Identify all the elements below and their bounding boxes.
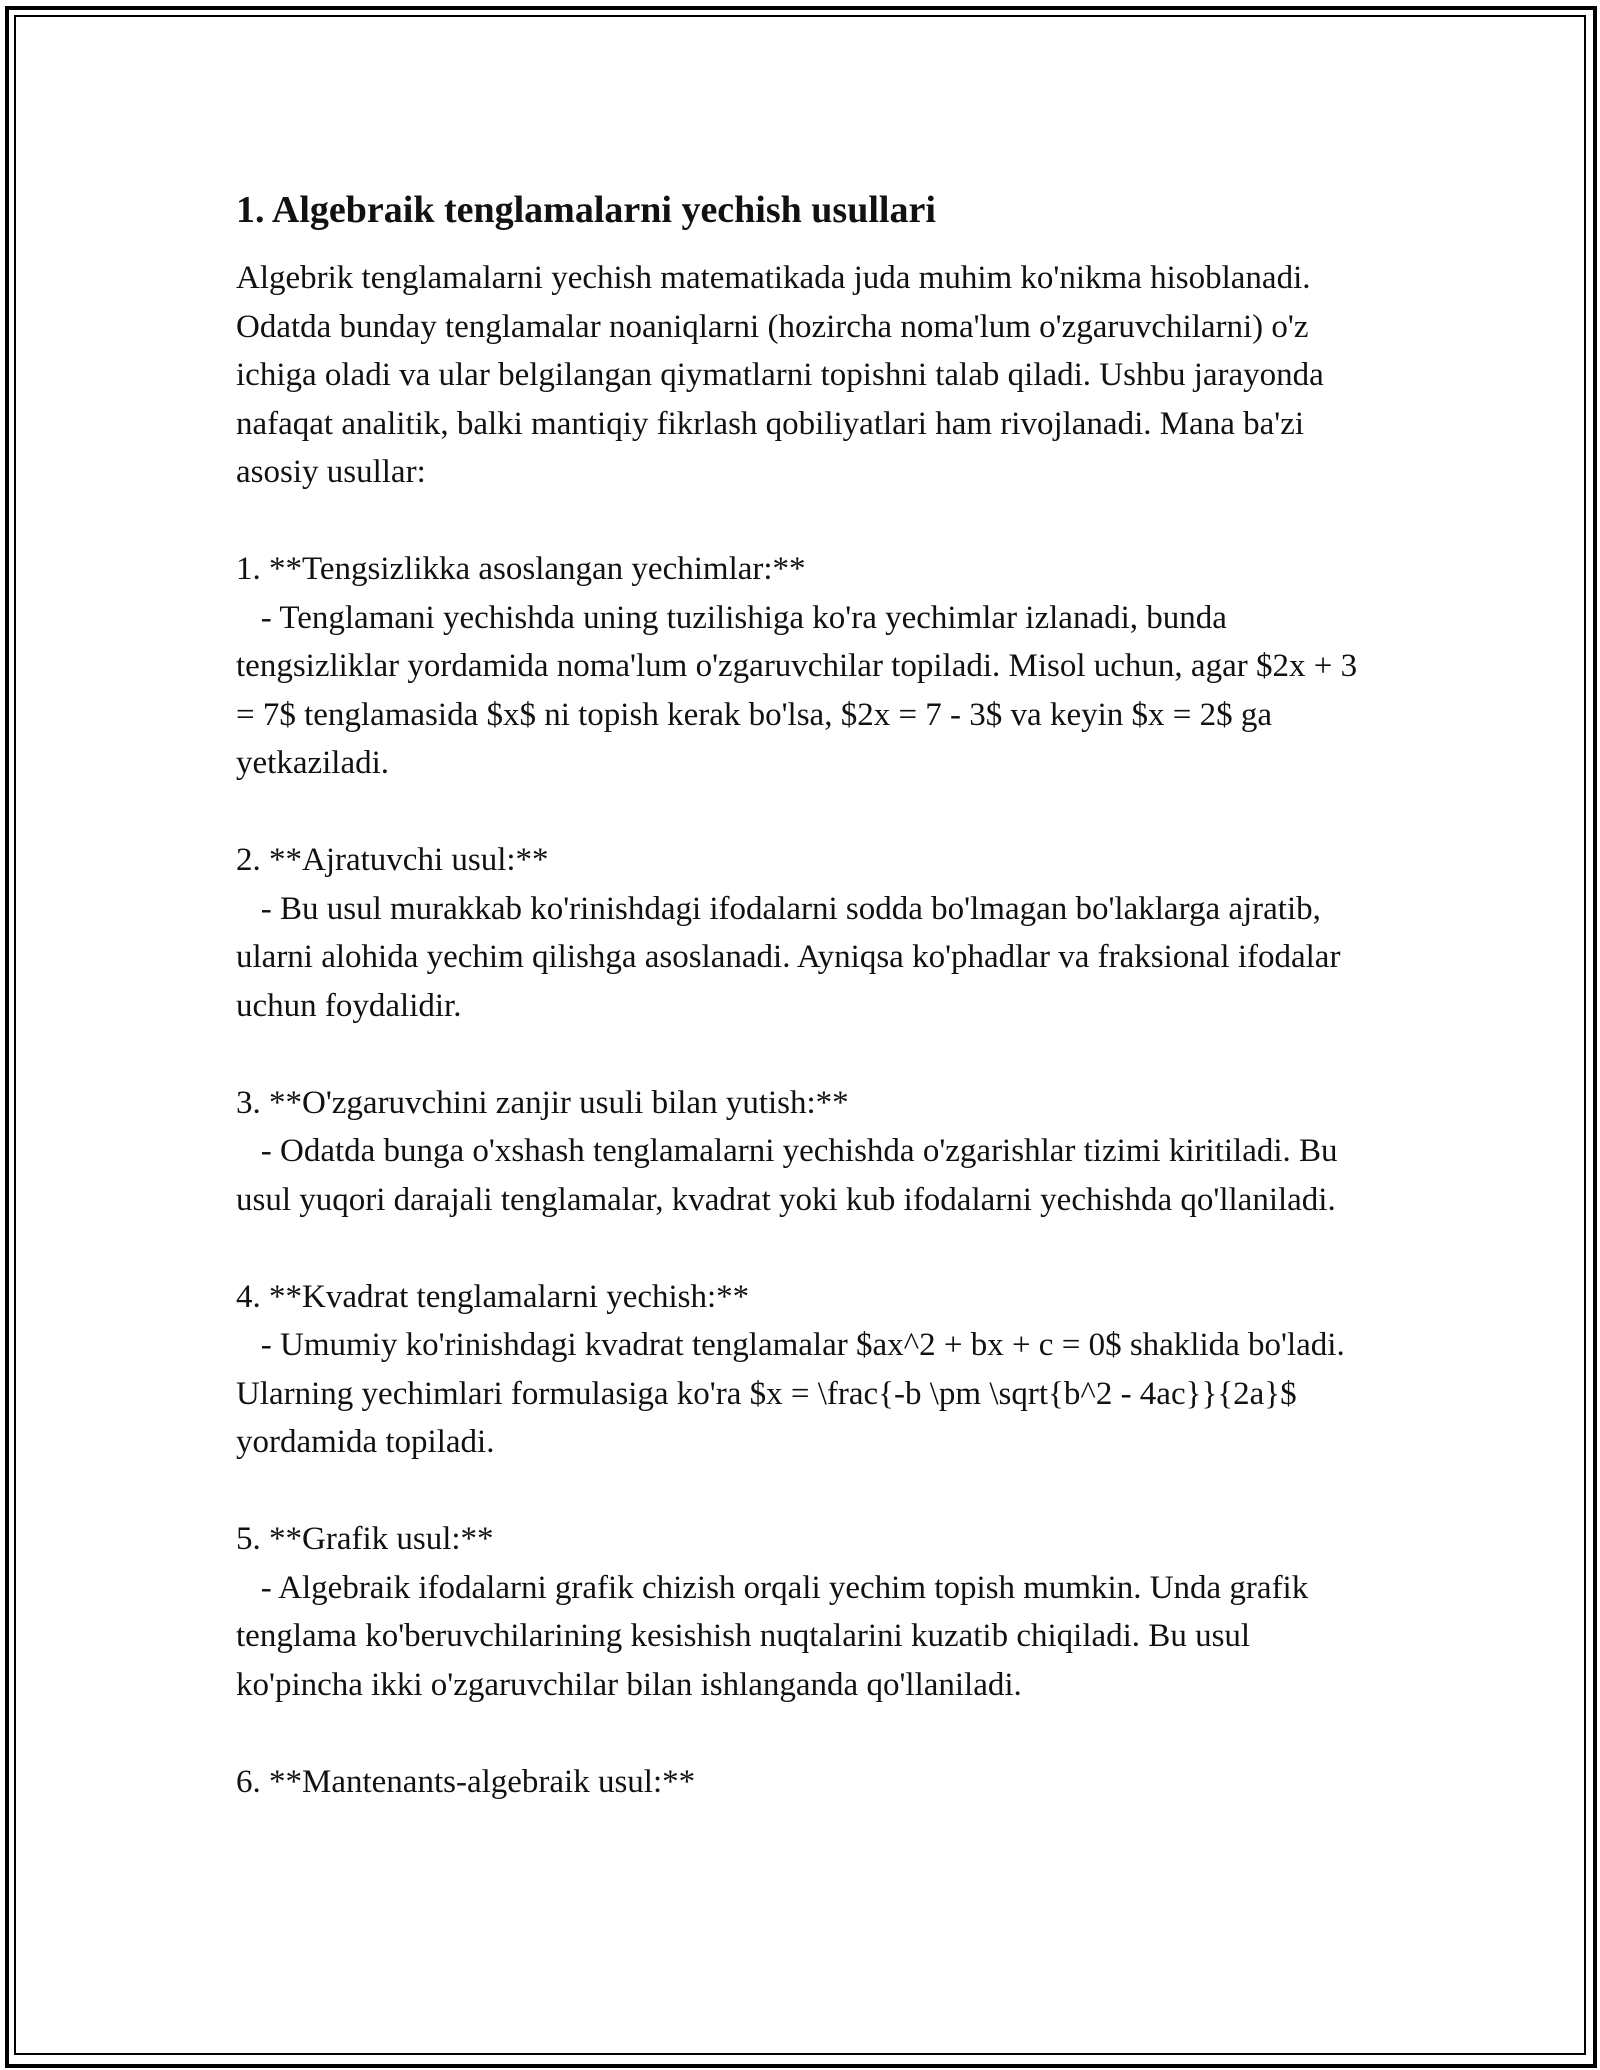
paragraph-gap xyxy=(236,1224,1376,1273)
paragraph-gap xyxy=(236,788,1376,837)
section-body-2: - Bu usul murakkab ko'rinishdagi ifodalarni sodda bo'lmagan bo'laklarga ajratib, ularni alohida yechim qilishga asoslanadi. Ayniqsa ko'phadlar va fraksional ifodalar uchun foydalidir. xyxy=(236,890,1349,1024)
section-heading-2: 2. **Ajratuvchi usul:** xyxy=(236,842,549,878)
section-heading-4: 4. **Kvadrat tenglamalarni yechish:** xyxy=(236,1278,750,1315)
document-title: 1. Algebraik tenglamalarni yechish usullari xyxy=(236,189,936,231)
document-body xyxy=(236,186,1376,1806)
section-heading-6: 6. **Mantenants-algebraik usul:** xyxy=(236,1763,696,1800)
section-heading-3: 3. **O'zgaruvchini zanjir usuli bilan yutish:** xyxy=(236,1084,849,1121)
paragraph-gap xyxy=(236,1467,1376,1516)
section-body-4: - Umumiy ko'rinishdagi kvadrat tenglamalar $ax^2 + bx + c = 0$ shaklida bo'ladi. Ularning yechimlari formulasiga ko'ra $x = \frac{-b \pm \sqrt{b^2 - 4ac}}{2a}$ yordamida topiladi. xyxy=(236,1327,1353,1460)
section-body-3: - Odatda bunga o'xshash tenglamalarni yechishda o'zgarishlar tizimi kiritiladi. Bu usul yuqori darajali tenglamalar, kvadrat yoki kub ifodalarni yechishda qo'llaniladi. xyxy=(236,1133,1346,1218)
section-heading-1: 1. **Tengsizlikka asoslangan yechimlar:** xyxy=(236,551,806,587)
section-body-5: - Algebraik ifodalarni grafik chizish orqali yechim topish mumkin. Unda grafik tenglama ko'beruvchilarining kesishish nuqtalarini kuzatib chiqiladi. Bu usul ko'pincha ikki o'zgaruvchilar bilan ishlanganda qo'llaniladi. xyxy=(236,1569,1317,1703)
paragraph-gap xyxy=(236,1030,1376,1079)
paragraph-gap xyxy=(236,1709,1376,1758)
section-body-1: - Tenglamani yechishda uning tuzilishiga ko'ra yechimlar izlanadi, bunda tengsizliklar yordamida noma'lum o'zgaruvchilar topiladi. Misol uchun, agar $2x + 3 = 7$ tenglamasida $x$ ni topish kerak bo'lsa, $2x = 7 - 3$ va keyin $x = 2$ ga yetkaziladi. xyxy=(236,599,1366,781)
paragraph-gap xyxy=(236,497,1376,546)
intro-paragraph: Algebrik tenglamalarni yechish matematikada juda muhim ko'nikma hisoblanadi. Odatda bunday tenglamalar noaniqlarni (hozircha noma'lum o'zgaruvchilarni) o'z ichiga oladi va ular belgilangan qiymatlarni topishni talab qiladi. Ushbu jarayonda nafaqat analitik, balki mantiqiy fikrlash qobiliyatlari ham rivojlanadi. Mana ba'zi asosiy usullar: xyxy=(236,260,1333,490)
section-heading-5: 5. **Grafik usul:** xyxy=(236,1521,494,1557)
